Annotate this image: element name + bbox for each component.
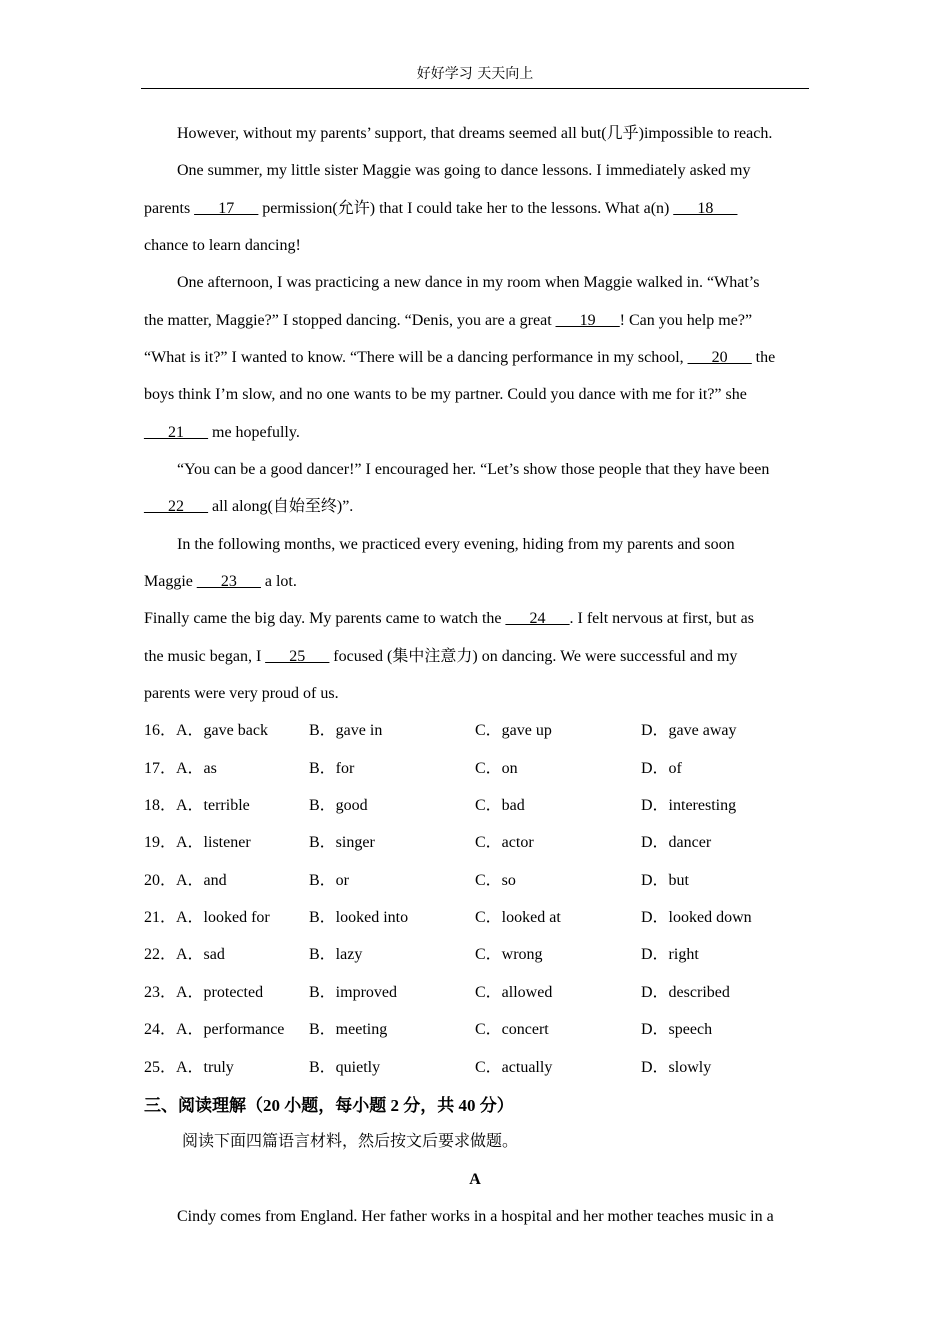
- blank-19: ___19___: [555, 312, 620, 329]
- text: the matter, Maggie?” I stopped dancing. “Denis, you are a great: [144, 312, 556, 329]
- blank-24: ___24___: [505, 610, 570, 627]
- text: a lot.: [260, 573, 297, 590]
- option-a: 25．A．truly: [144, 1059, 234, 1076]
- passage-line: [144, 198, 810, 220]
- option-a: 22．A．sad: [144, 946, 225, 963]
- option-b: B．for: [309, 760, 355, 777]
- option-b: B．lazy: [309, 946, 363, 963]
- passage-line: In the following months, we practiced every evening, hiding from my parents and soon: [177, 536, 735, 553]
- option-a: 17．A．as: [144, 760, 217, 777]
- text: ! Can you help me?”: [619, 312, 753, 329]
- blank-22: ___22___: [144, 498, 208, 515]
- option-a: 18．A．terrible: [144, 797, 250, 814]
- option-d: D．speech: [641, 1021, 713, 1038]
- option-d: D．of: [641, 760, 682, 777]
- section-heading: 三、阅读理解（20 小题，每小题 2 分，共 40 分）: [144, 1096, 514, 1115]
- option-c: C．on: [475, 760, 518, 777]
- text: me hopefully.: [208, 424, 300, 441]
- option-c: C．bad: [475, 797, 525, 814]
- option-b: B．quietly: [309, 1059, 381, 1076]
- header-rule: [141, 88, 809, 89]
- text: “What is it?” I wanted to know. “There will be a dancing performance in my school,: [144, 349, 688, 366]
- section-instruction: 阅读下面四篇语言材料，然后按文后要求做题。: [182, 1133, 519, 1150]
- passage-label: A: [469, 1171, 481, 1188]
- passage-line: chance to learn dancing!: [144, 237, 301, 254]
- option-d: D．dancer: [641, 834, 712, 851]
- blank-21: ___21___: [144, 424, 208, 441]
- blank-18: ___18___: [673, 200, 738, 217]
- passage-line: Cindy comes from England. Her father works in a hospital and her mother teaches music in a: [177, 1208, 774, 1225]
- option-a: 24．A．performance: [144, 1021, 285, 1038]
- passage-line: [144, 646, 810, 668]
- text: all along(自始至终)”.: [208, 498, 354, 515]
- option-b: B．gave in: [309, 722, 383, 739]
- option-d: D．slowly: [641, 1059, 712, 1076]
- passage-line: “You can be a good dancer!” I encouraged her. “Let’s show those people that they have been: [177, 461, 770, 478]
- option-d: D．right: [641, 946, 699, 963]
- text: . I felt nervous at first, but as: [569, 610, 754, 627]
- passage-line: [144, 496, 810, 518]
- text: the music began, I: [144, 648, 266, 665]
- option-b: B．meeting: [309, 1021, 388, 1038]
- passage-line: [144, 571, 810, 593]
- option-a: 20．A．and: [144, 872, 227, 889]
- passage-line: [144, 347, 810, 369]
- blank-25: ___25___: [265, 648, 330, 665]
- option-c: C．actor: [475, 834, 534, 851]
- text: focused (集中注意力) on dancing. We were successful and my: [329, 648, 738, 665]
- option-b: B．looked into: [309, 909, 409, 926]
- text: parents: [144, 200, 195, 217]
- option-a: 23．A．protected: [144, 984, 264, 1001]
- passage-line: parents were very proud of us.: [144, 685, 339, 702]
- passage-line: [144, 608, 810, 630]
- option-b: B．improved: [309, 984, 397, 1001]
- passage-line: [144, 422, 810, 444]
- passage-line: boys think I’m slow, and no one wants to be my partner. Could you dance with me for it?” she: [144, 386, 747, 403]
- option-c: C．actually: [475, 1059, 553, 1076]
- option-d: D．looked down: [641, 909, 752, 926]
- option-a: 21．A．looked for: [144, 909, 270, 926]
- option-c: C．wrong: [475, 946, 543, 963]
- option-c: C．allowed: [475, 984, 553, 1001]
- option-b: B．singer: [309, 834, 375, 851]
- option-c: C．gave up: [475, 722, 552, 739]
- option-a: 19．A．listener: [144, 834, 251, 851]
- passage-line: One afternoon, I was practicing a new dance in my room when Maggie walked in. “What’s: [177, 274, 760, 291]
- option-d: D．gave away: [641, 722, 737, 739]
- option-c: C．concert: [475, 1021, 549, 1038]
- option-b: B．or: [309, 872, 350, 889]
- text: the: [751, 349, 776, 366]
- blank-20: ___20___: [687, 349, 752, 366]
- page-header: 好好学习 天天向上: [416, 66, 534, 82]
- option-b: B．good: [309, 797, 368, 814]
- text: Finally came the big day. My parents came to watch the: [144, 610, 506, 627]
- passage-line: However, without my parents’ support, that dreams seemed all but(几乎)impossible to reach.: [177, 125, 773, 142]
- option-c: C．looked at: [475, 909, 561, 926]
- option-a: 16．A．gave back: [144, 722, 268, 739]
- option-d: D．interesting: [641, 797, 737, 814]
- passage-line: [144, 310, 810, 332]
- blank-17: ___17___: [194, 200, 259, 217]
- text: permission(允许) that I could take her to the lessons. What a(n): [258, 200, 674, 217]
- passage-line: One summer, my little sister Maggie was going to dance lessons. I immediately asked my: [177, 162, 751, 179]
- text: Maggie: [144, 573, 197, 590]
- option-c: C．so: [475, 872, 516, 889]
- blank-23: ___23___: [196, 573, 261, 590]
- option-d: D．but: [641, 872, 690, 889]
- option-d: D．described: [641, 984, 730, 1001]
